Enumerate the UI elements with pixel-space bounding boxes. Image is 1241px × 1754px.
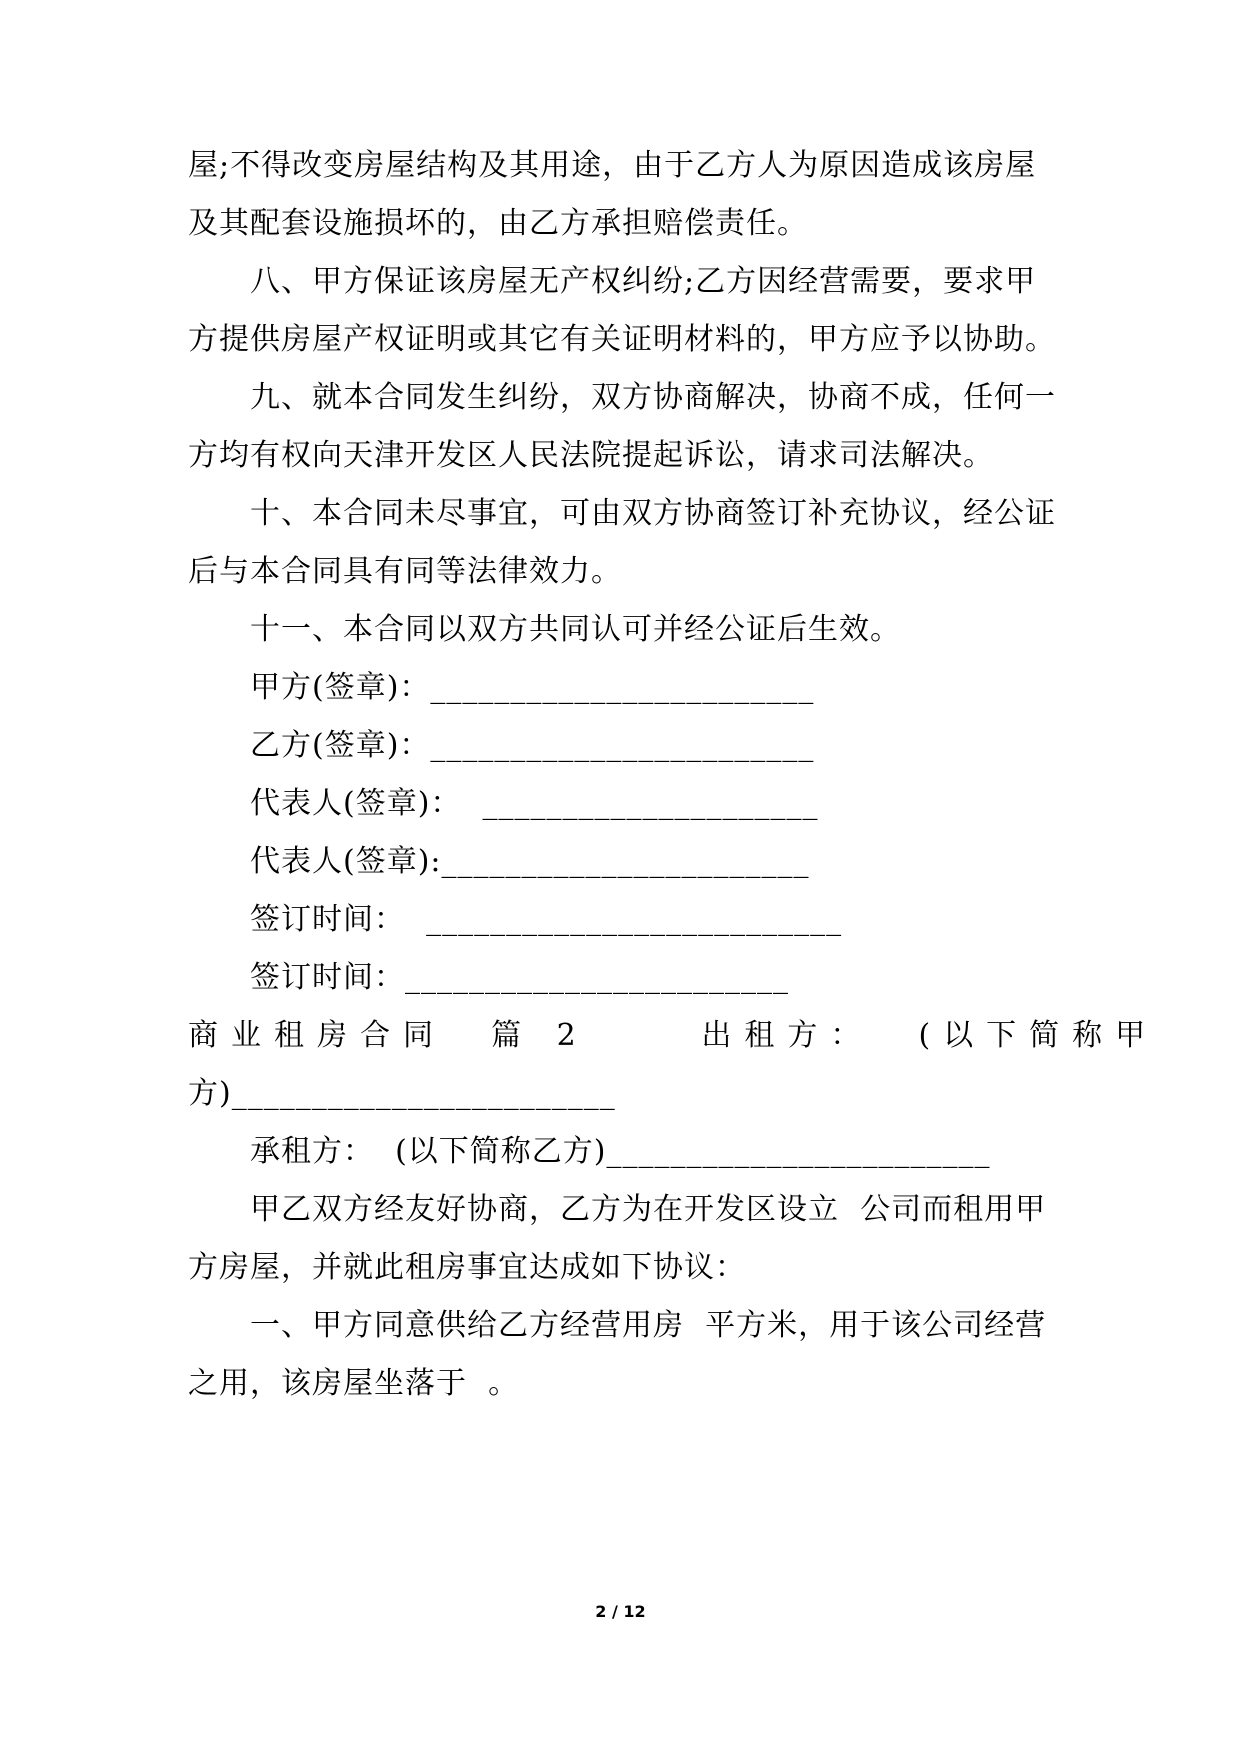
- clause-10-line-1: 十、本合同未尽事宜，可由双方协商签订补充协议，经公证: [250, 496, 1056, 531]
- clause-1-line-1: 一、甲方同意供给乙方经营用房 平方米，用于该公司经营: [250, 1308, 1047, 1343]
- party-a-signature-line: 甲方(签章)：________________________: [250, 670, 815, 705]
- clause-9-line-2: 方均有权向天津开发区人民法院提起诉讼，请求司法解决。: [188, 438, 994, 473]
- lessor-line: 方)________________________: [188, 1076, 616, 1111]
- page-number: 2 / 12: [595, 1602, 646, 1621]
- signing-date-line-1: 签订时间： __________________________: [250, 902, 843, 937]
- party-b-signature-line: 乙方(签章)：________________________: [250, 728, 815, 763]
- clause-10-line-2: 后与本合同具有同等法律效力。: [188, 554, 622, 589]
- signing-date-line-2: 签订时间：________________________: [250, 960, 789, 995]
- section-2-heading: 商业租房合同 篇 2 出租方： (以下简称甲: [188, 1018, 1159, 1053]
- clause-11: 十一、本合同以双方共同认可并经公证后生效。: [250, 612, 901, 647]
- representative-signature-line-1: 代表人(签章)： _____________________: [250, 786, 819, 821]
- clause-8-line-1: 八、甲方保证该房屋无产权纠纷;乙方因经营需要，要求甲: [250, 264, 1037, 299]
- preamble-line-1: 甲乙双方经友好协商，乙方为在开发区设立 公司而租用甲: [250, 1192, 1047, 1227]
- preamble-line-2: 方房屋，并就此租房事宜达成如下协议：: [188, 1250, 746, 1285]
- clause-8-line-2: 方提供房屋产权证明或其它有关证明材料的，甲方应予以协助。: [188, 322, 1056, 357]
- paragraph-7-line-3: 及其配套设施损坏的，由乙方承担赔偿责任。: [188, 206, 808, 241]
- clause-1-line-2: 之用，该房屋坐落于 。: [188, 1366, 520, 1401]
- lessee-line: 承租方： (以下简称乙方)________________________: [250, 1134, 991, 1169]
- paragraph-7-line-2: 屋;不得改变房屋结构及其用途，由于乙方人为原因造成该房屋: [188, 148, 1037, 183]
- representative-signature-line-2: 代表人(签章):_______________________: [250, 844, 810, 879]
- clause-9-line-1: 九、就本合同发生纠纷，双方协商解决，协商不成，任何一: [250, 380, 1056, 415]
